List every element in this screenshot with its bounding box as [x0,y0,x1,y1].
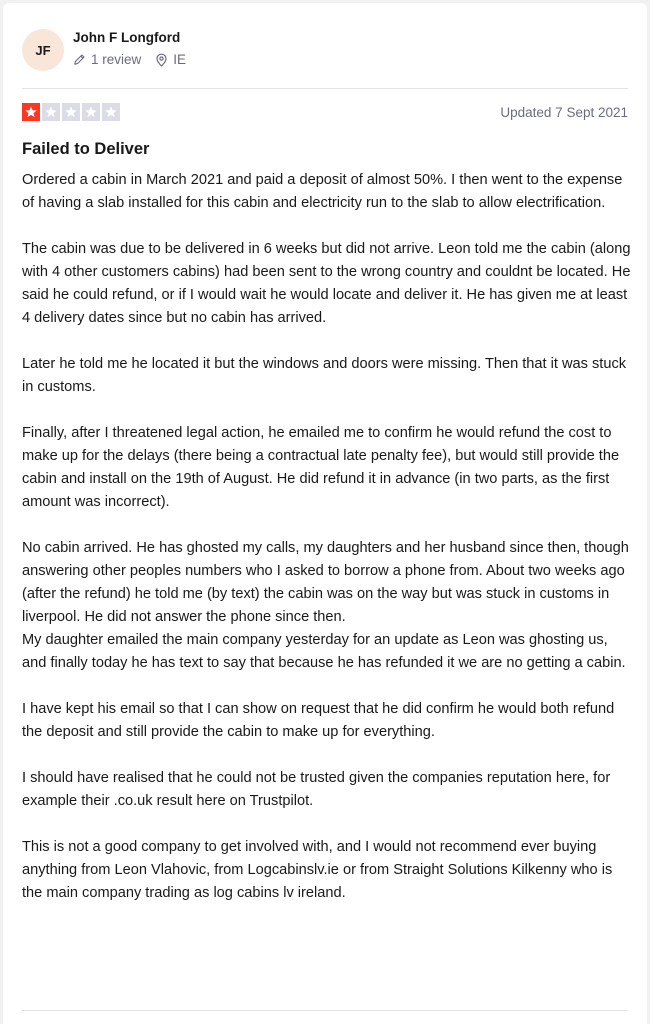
star-empty-icon [102,103,120,121]
reviewer-header [22,27,628,73]
review-paragraph: I should have realised that he could not be trusted given the companies reputation here, for example their .co.uk result here on Trustpilot. [22,770,611,809]
reviewer-meta [73,52,186,67]
reviewer-name[interactable]: John F Longford [73,30,181,45]
rating-row [22,102,628,122]
review-paragraph: Ordered a cabin in March 2021 and paid a deposit of almost 50%. I then went to the expense of having a slab installed for this cabin and electricity run to the slab to allow electrification. [22,172,623,211]
pencil-icon [73,53,86,66]
review-paragraph: No cabin arrived. He has ghosted my calls, my daughters and her husband since then, though answering other peoples numbers who I asked to borrow a phone from. About two weeks ago (after the refund) he told me (by text) the cabin was on the way but was stuck in customs in liverpool. He did not answer the phone since then. My daughter emailed the main company yesterday for an update as Leon was ghosting us, and finally today he has text to say that because he has refunded it we are no getting a cabin. [22,540,629,671]
location-pin-icon [155,53,168,67]
reviewer-location [155,52,186,67]
review-count-label: 1 review [91,52,142,67]
footer-divider [22,1010,628,1011]
review-card [3,3,647,1024]
review-paragraph: The cabin was due to be delivered in 6 weeks but did not arrive. Leon told me the cabin (along with 4 other customers cabins) had been sent to the wrong country and couldnt be located. He said he could refund, or if I would wait he would locate and deliver it. He has given me at least 4 delivery dates since but no cabin has arrived. [22,241,631,326]
review-count [73,52,141,67]
star-rating [22,103,122,121]
country-code: IE [173,52,187,67]
header-divider [22,88,628,89]
review-paragraph: Finally, after I threatened legal action, he emailed me to confirm he would refund the cost to make up for the delays (there being a contractual late penalty fee), but would still provide the cabin and install on the 19th of August. He did refund it in advance (in two parts, as the first amount was incorrect). [22,425,620,510]
reviewer-info [73,29,186,67]
review-body [22,169,632,928]
review-paragraph: This is not a good company to get involved with, and I would not recommend ever buying anything from Leon Vlahovic, from Logcabinslv.ie or from Straight Solutions Kilkenny who is the main company trading as log cabins lv ireland. [22,839,613,901]
star-empty-icon [82,103,100,121]
review-paragraph: I have kept his email so that I can show on request that he did confirm he would both refund the deposit and still provide the cabin to make up for everything. [22,701,615,740]
star-filled-icon [22,103,40,121]
star-empty-icon [62,103,80,121]
review-date: Updated 7 Sept 2021 [500,104,628,120]
star-empty-icon [42,103,60,121]
review-paragraph: Later he told me he located it but the windows and doors were missing. Then that it was stuck in customs. [22,356,627,395]
avatar[interactable]: JF [22,29,64,71]
review-title[interactable]: Failed to Deliver [22,140,150,158]
